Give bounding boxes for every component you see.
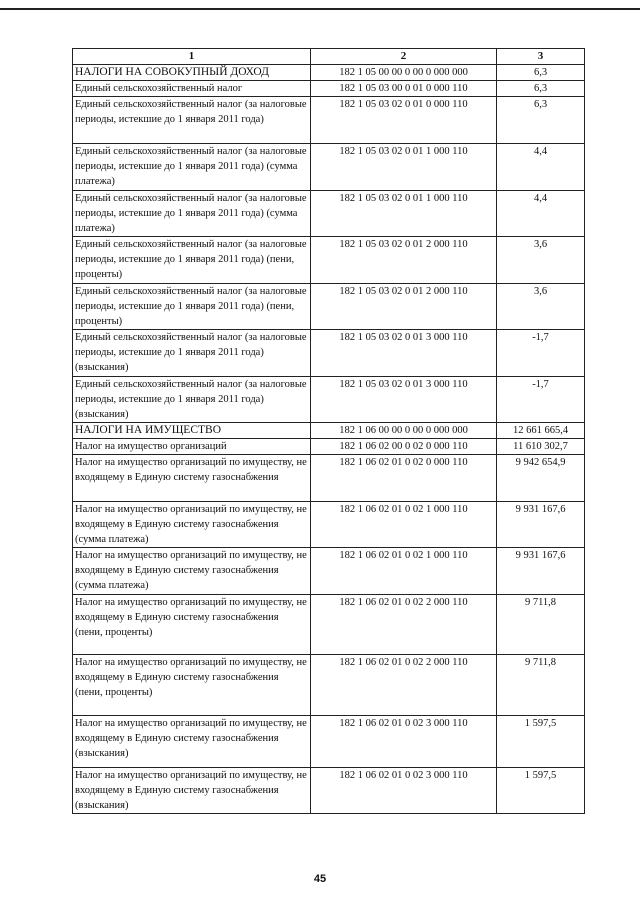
row-value-cell: 11 610 302,7 [497,439,585,455]
row-name-cell: Единый сельскохозяйственный налог [73,81,311,97]
row-value-cell: 6,3 [497,81,585,97]
column-header-2: 2 [311,49,497,65]
table-row [73,455,585,502]
row-value-cell: 9 931 167,6 [497,548,585,595]
row-code-cell: 182 1 05 03 02 0 01 3 000 110 [311,330,497,377]
row-name-cell: Налог на имущество организаций [73,439,311,455]
row-name-cell: Единый сельскохозяйственный налог (за налоговые периоды, истекшие до 1 января 2011 года) [73,97,311,144]
row-name-cell: Единый сельскохозяйственный налог (за налоговые периоды, истекшие до 1 января 2011 года) (сумма платежа) [73,191,311,237]
row-name-cell: Налог на имущество организаций по имуществу, не входящему в Единую систему газоснабжения (сумма платежа) [73,502,311,548]
row-name-cell: НАЛОГИ НА СОВОКУПНЫЙ ДОХОД [73,65,311,81]
row-value-cell: 1 597,5 [497,716,585,768]
row-value-cell: 3,6 [497,284,585,330]
row-name-cell: Налог на имущество организаций по имуществу, не входящему в Единую систему газоснабжения (пени, проценты) [73,595,311,655]
row-value-cell: 9 711,8 [497,595,585,655]
row-name-cell: НАЛОГИ НА ИМУЩЕСТВО [73,423,311,439]
row-code-cell: 182 1 05 03 02 0 01 1 000 110 [311,144,497,191]
table-row [73,330,585,377]
table-row [73,423,585,439]
row-code-cell: 182 1 05 03 02 0 01 1 000 110 [311,191,497,237]
row-code-cell: 182 1 05 03 02 0 01 3 000 110 [311,377,497,423]
row-name-cell: Единый сельскохозяйственный налог (за налоговые периоды, истекшие до 1 января 2011 года) (пени, проценты) [73,237,311,284]
table-body [73,65,585,814]
column-header-1: 1 [73,49,311,65]
row-value-cell: -1,7 [497,330,585,377]
table-row [73,237,585,284]
row-code-cell: 182 1 06 02 01 0 02 1 000 110 [311,548,497,595]
row-name-cell: Налог на имущество организаций по имуществу, не входящему в Единую систему газоснабжения [73,455,311,502]
table-row [73,65,585,81]
row-value-cell: 6,3 [497,97,585,144]
row-value-cell: -1,7 [497,377,585,423]
row-value-cell: 6,3 [497,65,585,81]
table-row [73,655,585,716]
table-row [73,439,585,455]
row-value-cell: 4,4 [497,191,585,237]
table-row [73,548,585,595]
row-value-cell: 9 931 167,6 [497,502,585,548]
row-code-cell: 182 1 06 02 01 0 02 0 000 110 [311,455,497,502]
row-name-cell: Налог на имущество организаций по имуществу, не входящему в Единую систему газоснабжения (взыскания) [73,716,311,768]
row-value-cell: 9 711,8 [497,655,585,716]
row-code-cell: 182 1 06 02 01 0 02 3 000 110 [311,716,497,768]
row-code-cell: 182 1 05 03 02 0 01 2 000 110 [311,237,497,284]
table-row [73,502,585,548]
row-value-cell: 3,6 [497,237,585,284]
row-code-cell: 182 1 06 02 00 0 02 0 000 110 [311,439,497,455]
row-code-cell: 182 1 06 02 01 0 02 2 000 110 [311,655,497,716]
table-row [73,284,585,330]
row-name-cell: Единый сельскохозяйственный налог (за налоговые периоды, истекшие до 1 января 2011 года) (взыскания) [73,377,311,423]
row-name-cell: Налог на имущество организаций по имуществу, не входящему в Единую систему газоснабжения (взыскания) [73,768,311,814]
table-row [73,81,585,97]
tax-revenue-table [72,48,585,814]
row-code-cell: 182 1 05 03 02 0 01 0 000 110 [311,97,497,144]
row-value-cell: 4,4 [497,144,585,191]
row-code-cell: 182 1 06 02 01 0 02 1 000 110 [311,502,497,548]
table-row [73,144,585,191]
row-code-cell: 182 1 05 00 00 0 00 0 000 000 [311,65,497,81]
table-row [73,595,585,655]
row-value-cell: 1 597,5 [497,768,585,814]
header-row [73,49,585,65]
row-code-cell: 182 1 06 00 00 0 00 0 000 000 [311,423,497,439]
top-rule [0,8,640,10]
row-name-cell: Единый сельскохозяйственный налог (за налоговые периоды, истекшие до 1 января 2011 года) (пени, проценты) [73,284,311,330]
row-name-cell: Налог на имущество организаций по имуществу, не входящему в Единую систему газоснабжения (пени, проценты) [73,655,311,716]
table-row [73,97,585,144]
row-code-cell: 182 1 06 02 01 0 02 2 000 110 [311,595,497,655]
row-name-cell: Налог на имущество организаций по имуществу, не входящему в Единую систему газоснабжения (сумма платежа) [73,548,311,595]
row-code-cell: 182 1 06 02 01 0 02 3 000 110 [311,768,497,814]
row-code-cell: 182 1 05 03 02 0 01 2 000 110 [311,284,497,330]
row-code-cell: 182 1 05 03 00 0 01 0 000 110 [311,81,497,97]
row-name-cell: Единый сельскохозяйственный налог (за налоговые периоды, истекшие до 1 января 2011 года) (сумма платежа) [73,144,311,191]
page-number: 45 [313,873,327,885]
table-row [73,191,585,237]
table-row [73,768,585,814]
row-name-cell: Единый сельскохозяйственный налог (за налоговые периоды, истекшие до 1 января 2011 года) (взыскания) [73,330,311,377]
row-value-cell: 9 942 654,9 [497,455,585,502]
table-row [73,377,585,423]
row-value-cell: 12 661 665,4 [497,423,585,439]
column-header-3: 3 [497,49,585,65]
table-row [73,716,585,768]
